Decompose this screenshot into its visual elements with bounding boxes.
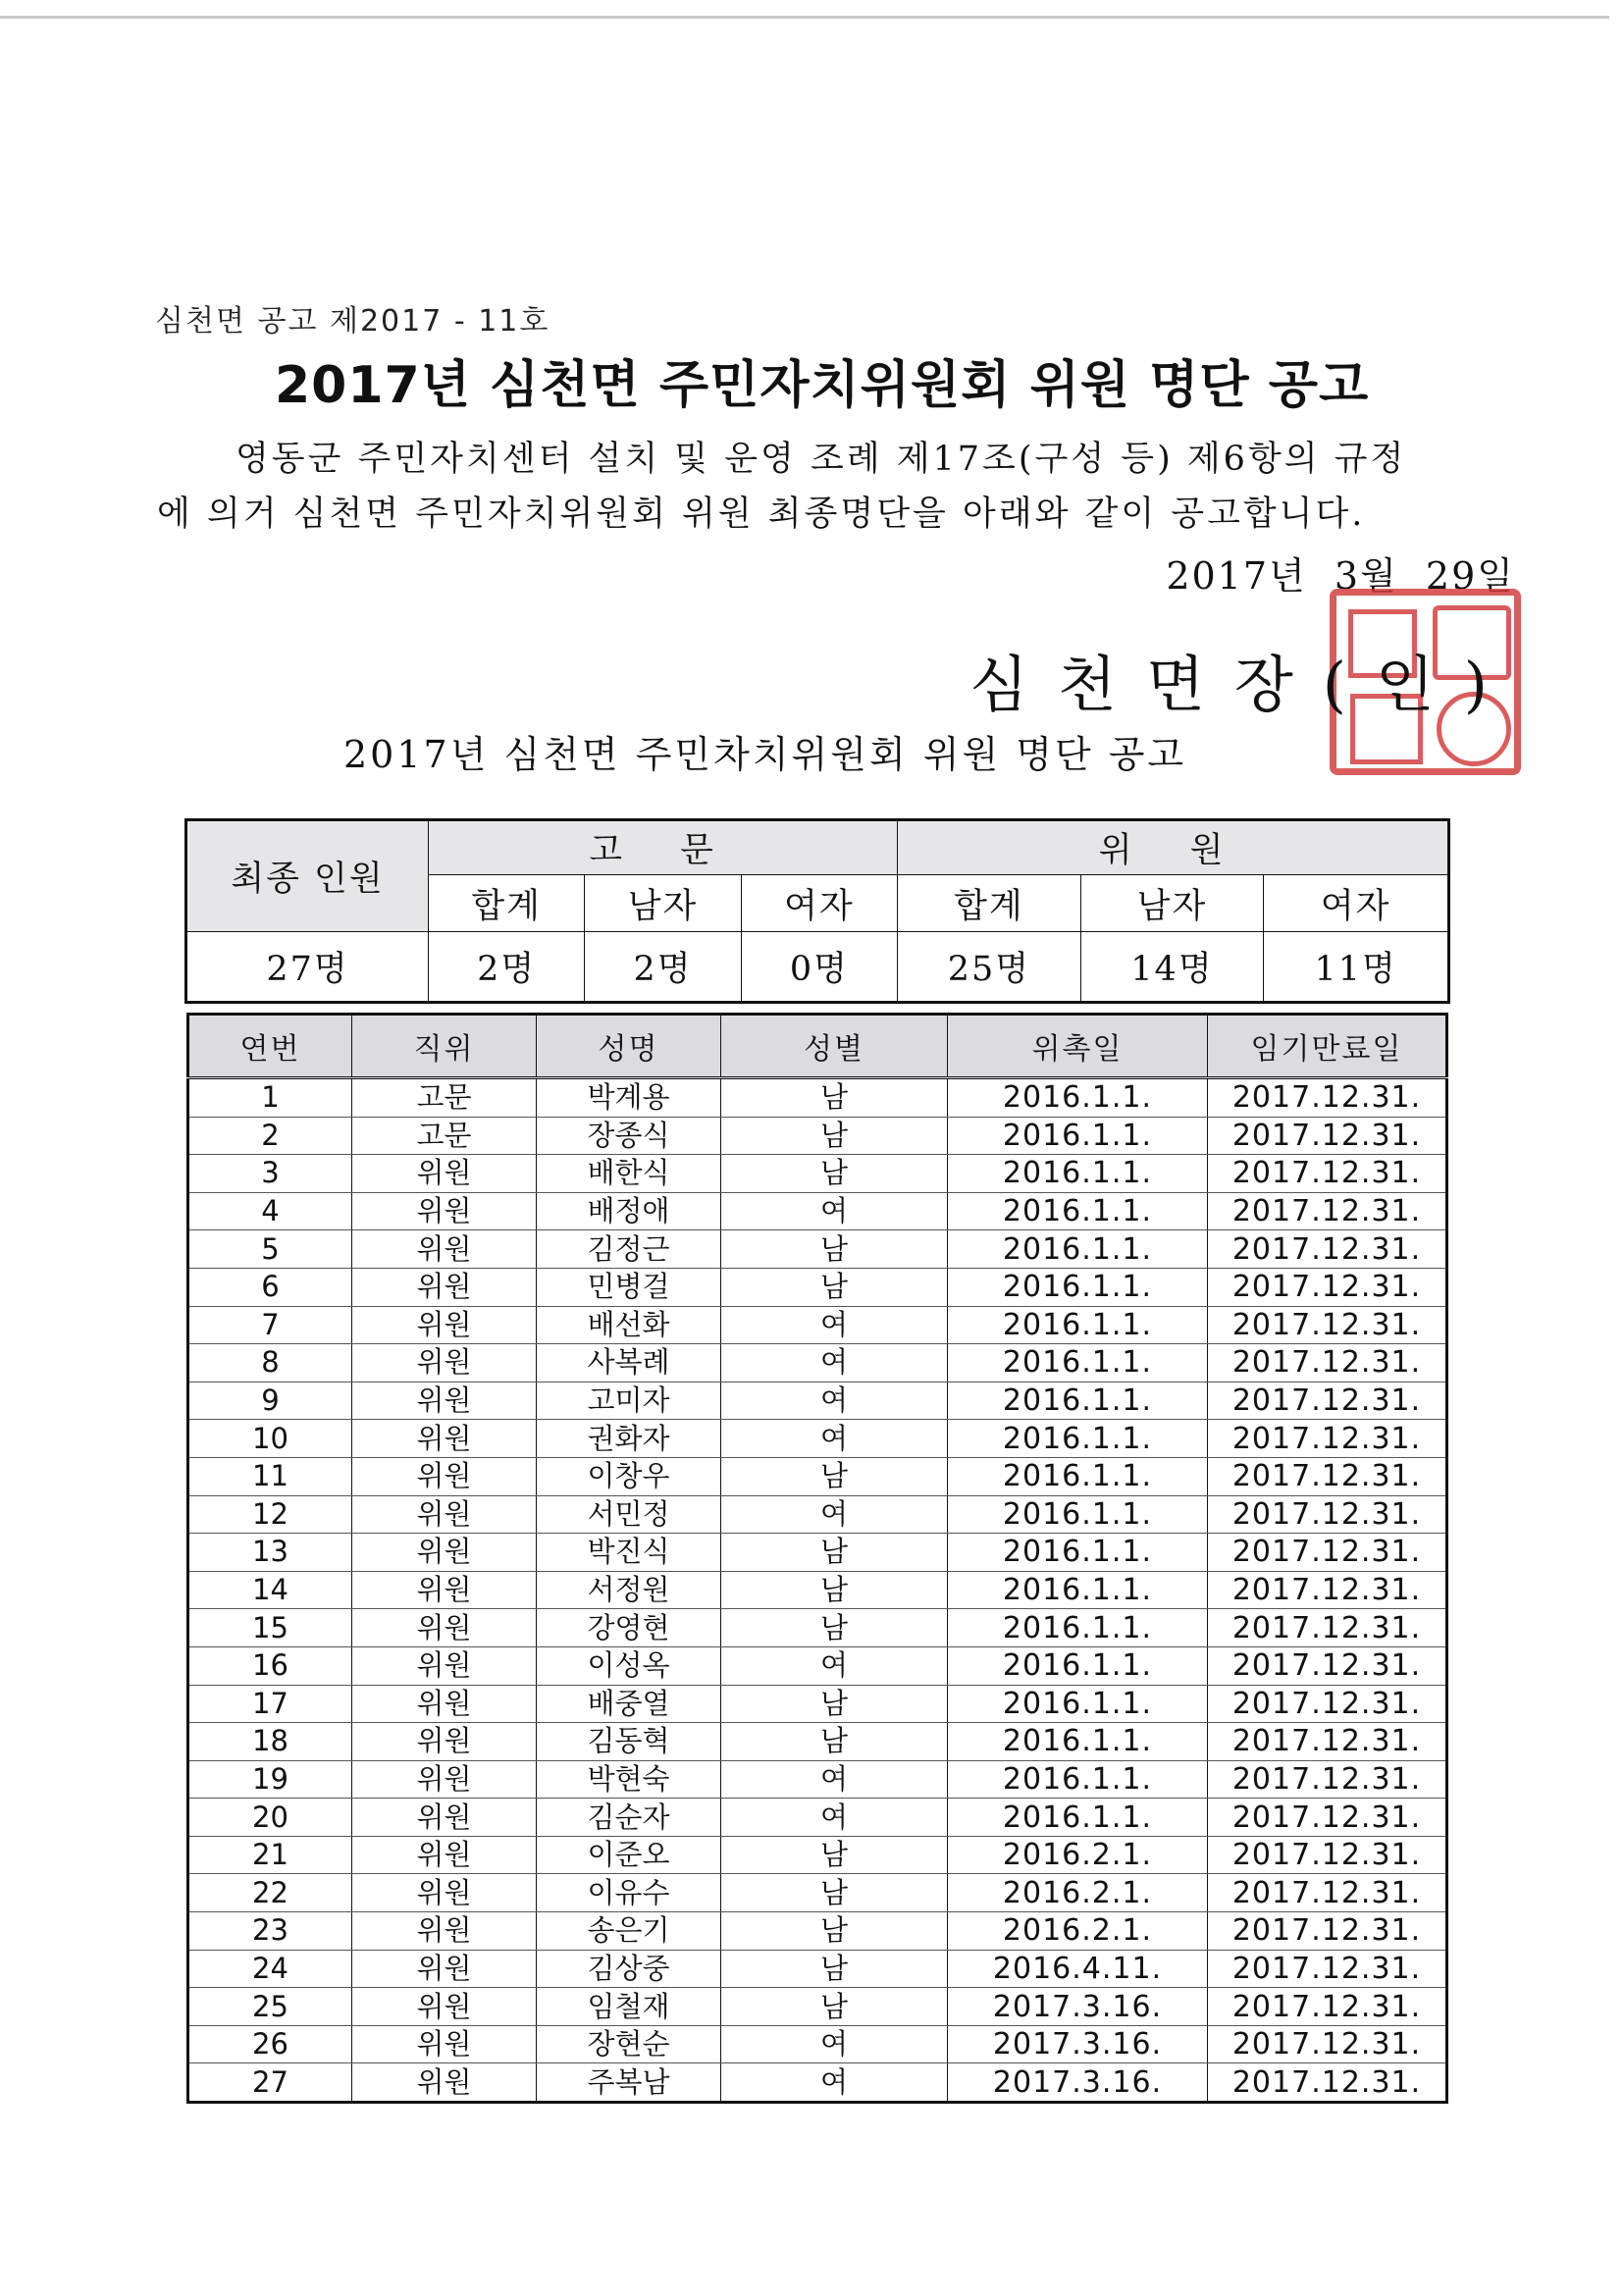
cell-appointed: 2016.1.1. — [948, 1155, 1208, 1193]
table-row — [188, 1230, 1447, 1269]
cell-gender: 여 — [721, 1646, 948, 1685]
cell-position: 위원 — [352, 1534, 537, 1572]
cell-appointed: 2016.1.1. — [948, 1420, 1208, 1458]
cell-position: 위원 — [352, 1306, 537, 1344]
cell-no: 17 — [188, 1685, 352, 1723]
cell-gender: 남 — [721, 1988, 948, 2026]
cell-no: 21 — [188, 1836, 352, 1874]
cell-term-end: 2017.12.31. — [1208, 1155, 1447, 1193]
cell-gender: 남 — [721, 1950, 948, 1988]
cell-no: 20 — [188, 1799, 352, 1837]
cell-gender: 남 — [721, 1117, 948, 1155]
cell-position: 위원 — [352, 1609, 537, 1647]
cell-term-end: 2017.12.31. — [1208, 2025, 1447, 2063]
cell-appointed: 2016.1.1. — [948, 1382, 1208, 1420]
cell-appointed: 2016.2.1. — [948, 1874, 1208, 1912]
table-row — [188, 1609, 1447, 1647]
cell-gender: 여 — [721, 1760, 948, 1799]
cell-appointed: 2016.4.11. — [948, 1950, 1208, 1988]
cell-gender: 여 — [721, 1344, 948, 1383]
cell-position: 위원 — [352, 1912, 537, 1951]
summary-subheader: 남자 — [585, 875, 741, 932]
summary-group-advisor: 고 문 — [429, 820, 898, 875]
cell-term-end: 2017.12.31. — [1208, 1950, 1447, 1988]
table-row — [188, 2025, 1447, 2063]
cell-position: 위원 — [352, 1155, 537, 1193]
cell-name: 서정원 — [537, 1571, 721, 1609]
table-row — [188, 1306, 1447, 1344]
cell-name: 이유수 — [537, 1874, 721, 1912]
cell-term-end: 2017.12.31. — [1208, 1382, 1447, 1420]
cell-name: 박현숙 — [537, 1760, 721, 1799]
summary-subheader: 여자 — [1264, 875, 1449, 932]
cell-no: 9 — [188, 1382, 352, 1420]
cell-term-end: 2017.12.31. — [1208, 1306, 1447, 1344]
table-row — [188, 1382, 1447, 1420]
cell-no: 2 — [188, 1117, 352, 1155]
cell-appointed: 2016.1.1. — [948, 1230, 1208, 1269]
cell-term-end: 2017.12.31. — [1208, 1836, 1447, 1874]
cell-appointed: 2016.1.1. — [948, 1571, 1208, 1609]
table-row — [188, 1268, 1447, 1306]
cell-gender: 남 — [721, 1912, 948, 1951]
cell-appointed: 2016.2.1. — [948, 1836, 1208, 1874]
cell-name: 장종식 — [537, 1117, 721, 1155]
cell-term-end: 2017.12.31. — [1208, 1495, 1447, 1534]
summary-value: 2명 — [585, 932, 741, 1003]
cell-position: 위원 — [352, 1420, 537, 1458]
cell-appointed: 2016.1.1. — [948, 1685, 1208, 1723]
cell-gender: 남 — [721, 1874, 948, 1912]
cell-name: 장현순 — [537, 2025, 721, 2063]
cell-name: 송은기 — [537, 1912, 721, 1951]
signer: 심천면장(인) — [969, 649, 1517, 720]
cell-name: 박진식 — [537, 1534, 721, 1572]
table-row — [188, 2063, 1447, 2103]
cell-no: 7 — [188, 1306, 352, 1344]
cell-name: 고미자 — [537, 1382, 721, 1420]
cell-term-end: 2017.12.31. — [1208, 1760, 1447, 1799]
cell-appointed: 2017.3.16. — [948, 2063, 1208, 2103]
cell-position: 위원 — [352, 1457, 537, 1495]
cell-appointed: 2016.1.1. — [948, 1799, 1208, 1837]
cell-position: 위원 — [352, 1571, 537, 1609]
cell-no: 27 — [188, 2063, 352, 2103]
cell-term-end: 2017.12.31. — [1208, 1723, 1447, 1761]
table-row — [188, 1078, 1447, 1118]
cell-gender: 남 — [721, 1230, 948, 1269]
cell-appointed: 2017.3.16. — [948, 1988, 1208, 2026]
cell-position: 위원 — [352, 1988, 537, 2026]
table-row — [188, 1117, 1447, 1155]
cell-name: 박계용 — [537, 1078, 721, 1118]
notice-number: 심천면 공고 제2017 - 11호 — [155, 304, 550, 339]
summary-value: 2명 — [429, 932, 585, 1003]
table-row — [188, 1988, 1447, 2026]
cell-position: 위원 — [352, 2063, 537, 2103]
cell-position: 위원 — [352, 1646, 537, 1685]
cell-appointed: 2016.2.1. — [948, 1912, 1208, 1951]
cell-term-end: 2017.12.31. — [1208, 1230, 1447, 1269]
cell-term-end: 2017.12.31. — [1208, 1344, 1447, 1383]
cell-gender: 남 — [721, 1268, 948, 1306]
cell-position: 위원 — [352, 1685, 537, 1723]
table-row — [188, 1457, 1447, 1495]
cell-no: 25 — [188, 1988, 352, 2026]
cell-no: 19 — [188, 1760, 352, 1799]
summary-row-label: 최종 인원 — [186, 820, 429, 932]
cell-appointed: 2016.1.1. — [948, 1117, 1208, 1155]
cell-name: 김동혁 — [537, 1723, 721, 1761]
cell-term-end: 2017.12.31. — [1208, 1534, 1447, 1572]
cell-gender: 남 — [721, 1534, 948, 1572]
scan-top-edge — [0, 16, 1609, 19]
table-row — [188, 1874, 1447, 1912]
col-header-appointed: 위촉일 — [948, 1015, 1208, 1078]
cell-term-end: 2017.12.31. — [1208, 2063, 1447, 2103]
cell-name: 임철재 — [537, 1988, 721, 2026]
cell-no: 5 — [188, 1230, 352, 1269]
cell-name: 배한식 — [537, 1155, 721, 1193]
cell-name: 이창우 — [537, 1457, 721, 1495]
summary-value: 14명 — [1080, 932, 1264, 1003]
table-row — [188, 1420, 1447, 1458]
cell-no: 22 — [188, 1874, 352, 1912]
cell-name: 주복남 — [537, 2063, 721, 2103]
cell-gender: 여 — [721, 2025, 948, 2063]
cell-gender: 여 — [721, 2063, 948, 2103]
cell-gender: 남 — [721, 1609, 948, 1647]
cell-gender: 남 — [721, 1078, 948, 1118]
cell-name: 김정근 — [537, 1230, 721, 1269]
cell-name: 서민정 — [537, 1495, 721, 1534]
col-header-no: 연번 — [188, 1015, 352, 1078]
cell-position: 고문 — [352, 1078, 537, 1118]
cell-name: 사복례 — [537, 1344, 721, 1383]
summary-value: 11명 — [1264, 932, 1449, 1003]
cell-position: 위원 — [352, 1495, 537, 1534]
summary-value: 25명 — [898, 932, 1081, 1003]
summary-subheader: 남자 — [1080, 875, 1264, 932]
cell-gender: 남 — [721, 1571, 948, 1609]
notice-body — [157, 432, 1521, 542]
cell-position: 위원 — [352, 1950, 537, 1988]
table-row — [188, 1912, 1447, 1951]
table-row — [188, 1799, 1447, 1837]
cell-term-end: 2017.12.31. — [1208, 1117, 1447, 1155]
table-row — [188, 1192, 1447, 1230]
notice-date: 2017년 3월 29일 — [1166, 554, 1515, 598]
cell-term-end: 2017.12.31. — [1208, 1646, 1447, 1685]
cell-term-end: 2017.12.31. — [1208, 1457, 1447, 1495]
cell-term-end: 2017.12.31. — [1208, 1988, 1447, 2026]
table-row — [188, 1646, 1447, 1685]
table-subtitle: 2017년 심천면 주민차치위원회 위원 명단 공고 — [343, 733, 1187, 776]
cell-no: 26 — [188, 2025, 352, 2063]
cell-no: 18 — [188, 1723, 352, 1761]
cell-gender: 남 — [721, 1457, 948, 1495]
cell-no: 12 — [188, 1495, 352, 1534]
cell-no: 23 — [188, 1912, 352, 1951]
cell-gender: 남 — [721, 1685, 948, 1723]
table-row — [188, 1723, 1447, 1761]
cell-no: 13 — [188, 1534, 352, 1572]
cell-appointed: 2016.1.1. — [948, 1457, 1208, 1495]
col-header-term-end: 임기만료일 — [1208, 1015, 1447, 1078]
cell-no: 3 — [188, 1155, 352, 1193]
table-row — [188, 1495, 1447, 1534]
cell-appointed: 2016.1.1. — [948, 1723, 1208, 1761]
table-row — [188, 1534, 1447, 1572]
cell-appointed: 2016.1.1. — [948, 1760, 1208, 1799]
cell-position: 위원 — [352, 1344, 537, 1383]
table-row — [188, 1155, 1447, 1193]
page-title: 2017년 심천면 주민자치위원회 위원 명단 공고 — [275, 356, 1370, 415]
cell-name: 배중열 — [537, 1685, 721, 1723]
cell-name: 이준오 — [537, 1836, 721, 1874]
col-header-position: 직위 — [352, 1015, 537, 1078]
summary-subheader: 여자 — [741, 875, 897, 932]
cell-name: 민병걸 — [537, 1268, 721, 1306]
cell-name: 배선화 — [537, 1306, 721, 1344]
cell-position: 위원 — [352, 1723, 537, 1761]
table-row — [188, 1344, 1447, 1383]
cell-term-end: 2017.12.31. — [1208, 1571, 1447, 1609]
body-line-2: 에 의거 심천면 주민자치위원회 위원 최종명단을 아래와 같이 공고합니다. — [157, 495, 1366, 534]
cell-no: 24 — [188, 1950, 352, 1988]
cell-position: 위원 — [352, 1836, 537, 1874]
cell-position: 위원 — [352, 1230, 537, 1269]
cell-term-end: 2017.12.31. — [1208, 1874, 1447, 1912]
cell-no: 8 — [188, 1344, 352, 1383]
cell-name: 강영현 — [537, 1609, 721, 1647]
cell-gender: 여 — [721, 1306, 948, 1344]
summary-value: 0명 — [741, 932, 897, 1003]
cell-position: 위원 — [352, 1874, 537, 1912]
summary-subheader: 합계 — [898, 875, 1081, 932]
cell-position: 위원 — [352, 2025, 537, 2063]
cell-position: 위원 — [352, 1268, 537, 1306]
cell-appointed: 2016.1.1. — [948, 1268, 1208, 1306]
summary-table — [184, 818, 1450, 1004]
cell-appointed: 2016.1.1. — [948, 1495, 1208, 1534]
cell-no: 15 — [188, 1609, 352, 1647]
cell-no: 10 — [188, 1420, 352, 1458]
cell-gender: 남 — [721, 1836, 948, 1874]
cell-term-end: 2017.12.31. — [1208, 1192, 1447, 1230]
cell-no: 14 — [188, 1571, 352, 1609]
summary-total: 27명 — [186, 932, 429, 1003]
cell-position: 고문 — [352, 1117, 537, 1155]
cell-term-end: 2017.12.31. — [1208, 1420, 1447, 1458]
cell-term-end: 2017.12.31. — [1208, 1609, 1447, 1647]
table-row — [188, 1950, 1447, 1988]
cell-appointed: 2016.1.1. — [948, 1534, 1208, 1572]
cell-gender: 여 — [721, 1799, 948, 1837]
cell-position: 위원 — [352, 1760, 537, 1799]
summary-group-member: 위 원 — [898, 820, 1449, 875]
cell-name: 배정애 — [537, 1192, 721, 1230]
col-header-gender: 성별 — [721, 1015, 948, 1078]
cell-no: 1 — [188, 1078, 352, 1118]
cell-appointed: 2016.1.1. — [948, 1609, 1208, 1647]
summary-subheader: 합계 — [429, 875, 585, 932]
cell-name: 이성옥 — [537, 1646, 721, 1685]
cell-gender: 여 — [721, 1420, 948, 1458]
cell-appointed: 2016.1.1. — [948, 1306, 1208, 1344]
cell-no: 6 — [188, 1268, 352, 1306]
cell-term-end: 2017.12.31. — [1208, 1268, 1447, 1306]
cell-appointed: 2016.1.1. — [948, 1646, 1208, 1685]
cell-name: 김상중 — [537, 1950, 721, 1988]
cell-position: 위원 — [352, 1382, 537, 1420]
cell-appointed: 2017.3.16. — [948, 2025, 1208, 2063]
cell-gender: 여 — [721, 1382, 948, 1420]
members-table-body — [188, 1078, 1447, 2103]
cell-position: 위원 — [352, 1192, 537, 1230]
table-row — [188, 1836, 1447, 1874]
cell-term-end: 2017.12.31. — [1208, 1685, 1447, 1723]
members-table — [186, 1013, 1448, 2104]
col-header-name: 성명 — [537, 1015, 721, 1078]
cell-name: 김순자 — [537, 1799, 721, 1837]
cell-appointed: 2016.1.1. — [948, 1192, 1208, 1230]
cell-appointed: 2016.1.1. — [948, 1078, 1208, 1118]
cell-term-end: 2017.12.31. — [1208, 1078, 1447, 1118]
cell-term-end: 2017.12.31. — [1208, 1912, 1447, 1951]
cell-gender: 여 — [721, 1192, 948, 1230]
cell-no: 11 — [188, 1457, 352, 1495]
body-line-1: 영동군 주민자치센터 설치 및 운영 조례 제17조(구성 등) 제6항의 규정 — [236, 440, 1407, 479]
table-row — [188, 1760, 1447, 1799]
cell-term-end: 2017.12.31. — [1208, 1799, 1447, 1837]
cell-gender: 남 — [721, 1723, 948, 1761]
cell-name: 권화자 — [537, 1420, 721, 1458]
table-row — [188, 1571, 1447, 1609]
cell-appointed: 2016.1.1. — [948, 1344, 1208, 1383]
cell-no: 16 — [188, 1646, 352, 1685]
cell-position: 위원 — [352, 1799, 537, 1837]
table-row — [188, 1685, 1447, 1723]
cell-no: 4 — [188, 1192, 352, 1230]
cell-gender: 남 — [721, 1155, 948, 1193]
cell-gender: 여 — [721, 1495, 948, 1534]
